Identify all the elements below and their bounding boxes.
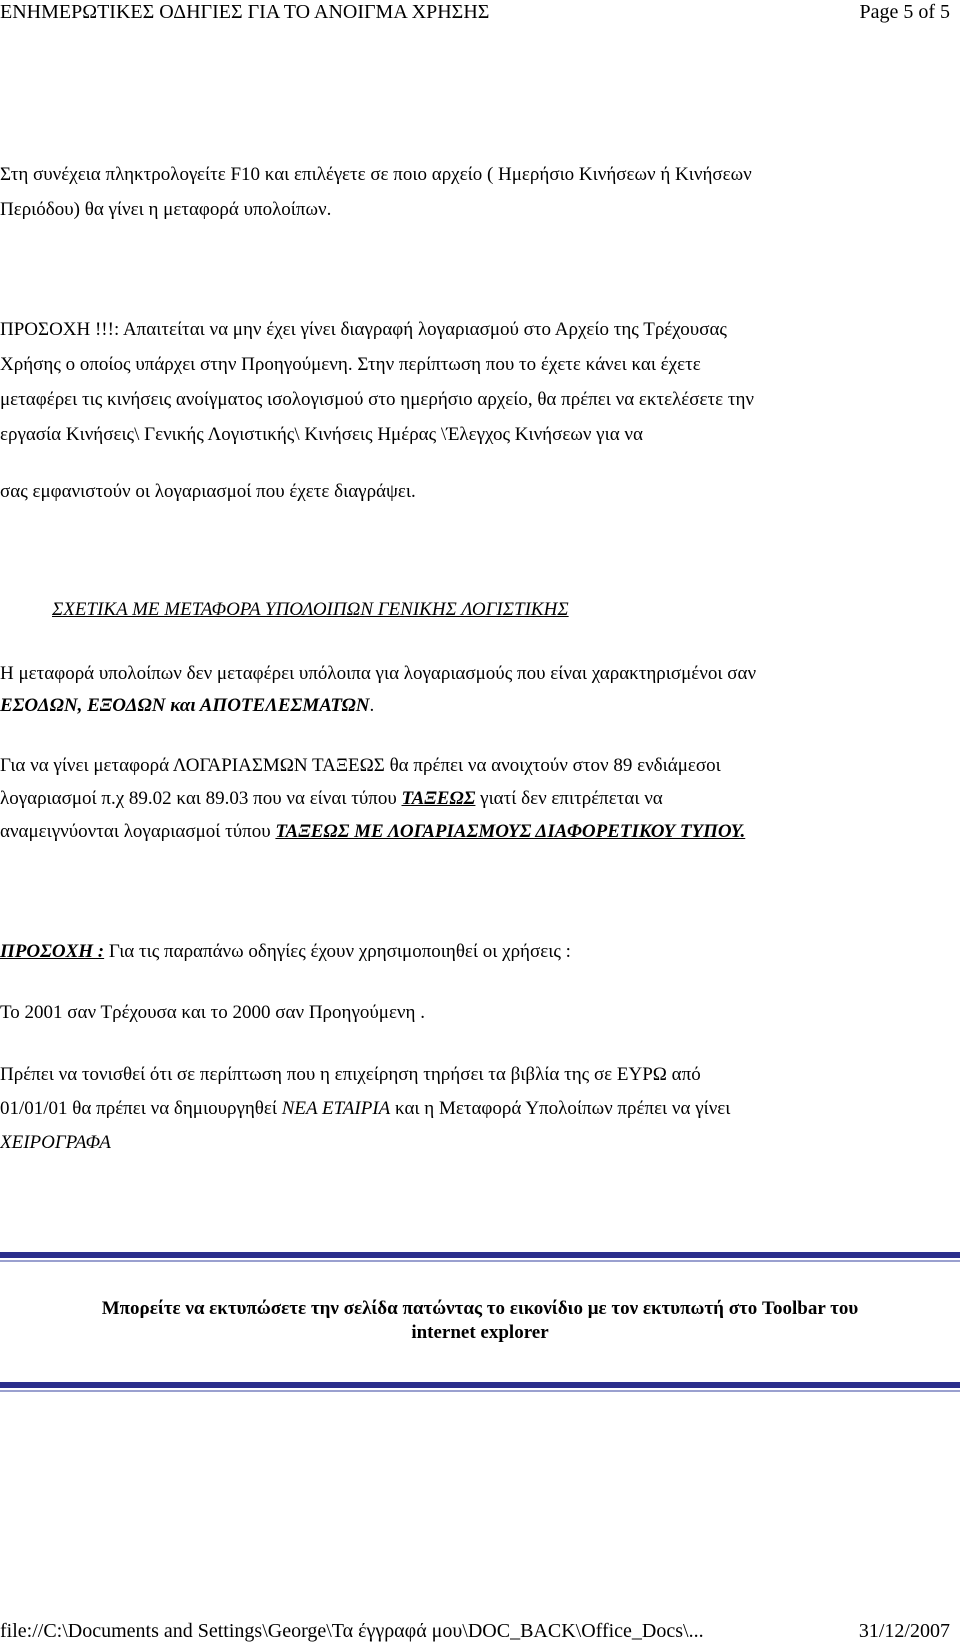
para5-text: Για τις παραπάνω οδηγίες έχουν χρησιμοποιηθεί οι χρήσεις : [104, 941, 571, 962]
para2-line4: εργασία Κινήσεις\ Γενικής Λογιστικής\ Κινήσεις Ημέρας \Έλεγχος Κινήσεων για να [0, 424, 643, 445]
para1-line1: Στη συνέχεια πληκτρολογείτε F10 και επιλέγετε σε ποιο αρχείο ( Ημερήσιο Κινήσεων ή Κινήσεων [0, 164, 752, 185]
para2-line1-text: Απαιτείται να μην έχει γίνει διαγραφή λογαριασμού στο Αρχείο της Τρέχουσας [119, 319, 727, 340]
para3-line2 [0, 696, 374, 715]
para3-period: . [369, 695, 375, 716]
print-note [0, 1297, 960, 1346]
divider-bottom [0, 1382, 960, 1392]
para3-emphasis: ΕΣΟΔΩΝ, ΕΞΟΔΩΝ και ΑΠΟΤΕΛΕΣΜΑΤΩΝ [0, 695, 370, 716]
para4-emphasis: ΤΑΞΕΩΣ ΜΕ ΛΟΓΑΡΙΑΣΜΟΥΣ ΔΙΑΦΟΡΕΤΙΚΟΥ ΤΥΠΟΥ. [275, 821, 746, 842]
para4-line2 [0, 789, 663, 808]
para4-line3-a: αναμειγνύονται λογαριασμοί τύπου [0, 821, 276, 842]
divider-top-main [0, 1252, 960, 1258]
print-note-line2: internet explorer [411, 1322, 549, 1344]
para2-line2: Χρήσης ο οποίος υπάρχει στην Προηγούμενη. Στην περίπτωση που το έχετε κάνει και έχετε [0, 354, 701, 375]
page-number: Page 5 of 5 [859, 1, 950, 23]
para3-line1: Η μεταφορά υπολοίπων δεν μεταφέρει υπόλοιπα για λογαριασμούς που είναι χαρακτηρισμένοι σαν [0, 663, 757, 684]
para2-line1 [0, 320, 727, 339]
para6-line: Το 2001 σαν Τρέχουσα και το 2000 σαν Προηγούμενη . [0, 1002, 425, 1023]
divider-bottom-thin [0, 1390, 960, 1392]
footer-date: 31/12/2007 [858, 1620, 950, 1642]
section-title: ΣΧΕΤΙΚΑ ΜΕ ΜΕΤΑΦΟΡΑ ΥΠΟΛΟΙΠΩΝ ΓΕΝΙΚΗΣ ΛΟΓΙΣΤΙΚΗΣ [52, 599, 569, 620]
para4-line2-a: λογαριασμοί π.χ 89.02 και 89.03 που να είναι τύπου [0, 788, 402, 809]
para7-line2 [0, 1099, 730, 1118]
para7-line1: Πρέπει να τονισθεί ότι σε περίπτωση που η επιχείρηση τηρήσει τα βιβλία της σε ΕΥΡΩ από [0, 1064, 701, 1085]
para4-line3 [0, 822, 745, 841]
para4-line1: Για να γίνει μεταφορά ΛΟΓΑΡΙΑΣΜΩΝ ΤΑΞΕΩΣ θα πρέπει να ανοιχτούν στον 89 ενδιάμεσοι [0, 755, 721, 776]
print-note-line1: Μπορείτε να εκτυπώσετε την σελίδα πατώντας το εικονίδιο με τον εκτυπωτή στο Toolbar του [101, 1298, 859, 1319]
para4-line2-c: γιατί δεν επιτρέπεται να [475, 788, 663, 809]
para4-taxeos: ΤΑΞΕΩΣ [401, 788, 476, 809]
header-title: ΕΝΗΜΕΡΩΤΙΚΕΣ ΟΔΗΓΙΕΣ ΓΙΑ ΤΟ ΑΝΟΙΓΜΑ ΧΡΗΣΗΣ [0, 1, 490, 23]
para7-line2-c: και η Μεταφορά Υπολοίπων πρέπει να γίνει [390, 1098, 731, 1119]
para2-line3: μεταφέρει τις κινήσεις ανοίγματος ισολογισμού στο ημερήσιο αρχείο, θα πρέπει να εκτελέσετε την [0, 389, 755, 410]
divider-top [0, 1252, 960, 1262]
warning-label: ΠΡΟΣΟΧΗ !!!: [0, 319, 120, 340]
para2-line5: σας εμφανιστούν οι λογαριασμοί που έχετε διαγράψει. [0, 481, 416, 502]
footer-path: file://C:\Documents and Settings\George\Τα έγγραφά μου\DOC_BACK\Office_Docs\... [0, 1620, 704, 1642]
para7-line3: ΧΕΙΡΟΓΡΑΦΑ [0, 1132, 111, 1153]
para1-line2: Περιόδου) θα γίνει η μεταφορά υπολοίπων. [0, 199, 332, 220]
divider-top-thin [0, 1260, 960, 1262]
divider-bottom-main [0, 1382, 960, 1388]
para7-new-company: ΝΕΑ ΕΤΑΙΡΙΑ [281, 1098, 391, 1119]
para5-line [0, 942, 571, 961]
para7-line2-a: 01/01/01 θα πρέπει να δημιουργηθεί [0, 1098, 282, 1119]
warning-label-2: ΠΡΟΣΟΧΗ : [0, 941, 105, 962]
